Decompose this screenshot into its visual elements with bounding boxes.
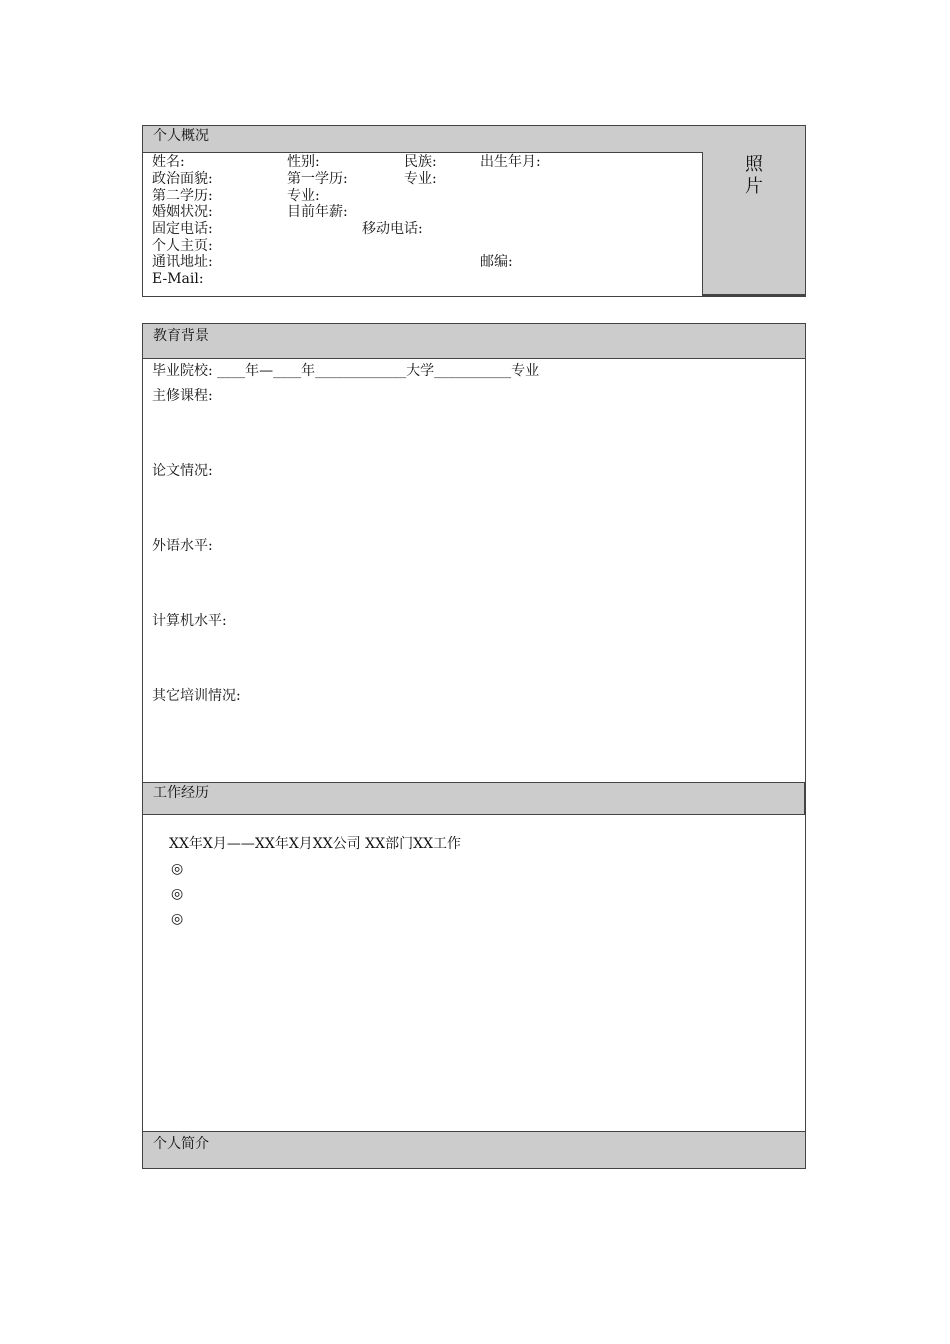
education-header [143,324,805,359]
intro-header-label: 个人简介 [153,1136,209,1152]
personal-section [142,125,806,297]
work-header [143,782,805,815]
field-salary: 目前年薪: [287,204,348,220]
education-header-label: 教育背景 [153,328,209,344]
field-homepage: 个人主页: [152,238,213,254]
education-thesis: 论文情况: [152,463,213,479]
work-header-label: 工作经历 [153,785,209,801]
personal-header [143,126,805,153]
education-computer: 计算机水平: [152,613,227,629]
field-mobile: 移动电话: [362,221,423,237]
field-major2: 专业: [287,188,320,204]
photo-placeholder [702,152,805,296]
work-bullet-1: ◎ [171,861,184,877]
work-bullet-2: ◎ [171,886,184,902]
field-first-degree: 第一学历: [287,171,348,187]
education-training: 其它培训情况: [152,688,241,704]
education-language: 外语水平: [152,538,213,554]
education-school-line: 毕业院校: ____年—____年_____________大学___________专业 [152,363,540,379]
field-major1: 专业: [404,171,437,187]
field-ethnicity: 民族: [404,154,437,170]
field-name: 姓名: [152,154,185,170]
work-bullet-3: ◎ [171,911,184,927]
field-email: E-Mail: [152,271,204,287]
field-gender: 性别: [287,154,320,170]
field-phone: 固定电话: [152,221,213,237]
field-second-degree: 第二学历: [152,188,213,204]
field-address: 通讯地址: [152,254,213,270]
education-work-section [142,323,806,1169]
work-entry: XX年X月——XX年X月XX公司 XX部门XX工作 [169,836,462,852]
field-postcode: 邮编: [480,254,513,270]
field-marital: 婚姻状况: [152,204,213,220]
field-political: 政治面貌: [152,171,213,187]
personal-header-label: 个人概况 [153,128,209,144]
education-courses: 主修课程: [152,388,213,404]
field-birth: 出生年月: [480,154,541,170]
photo-label-2: 片 [745,176,763,197]
intro-header [143,1131,805,1168]
photo-label-1: 照 [745,154,763,175]
